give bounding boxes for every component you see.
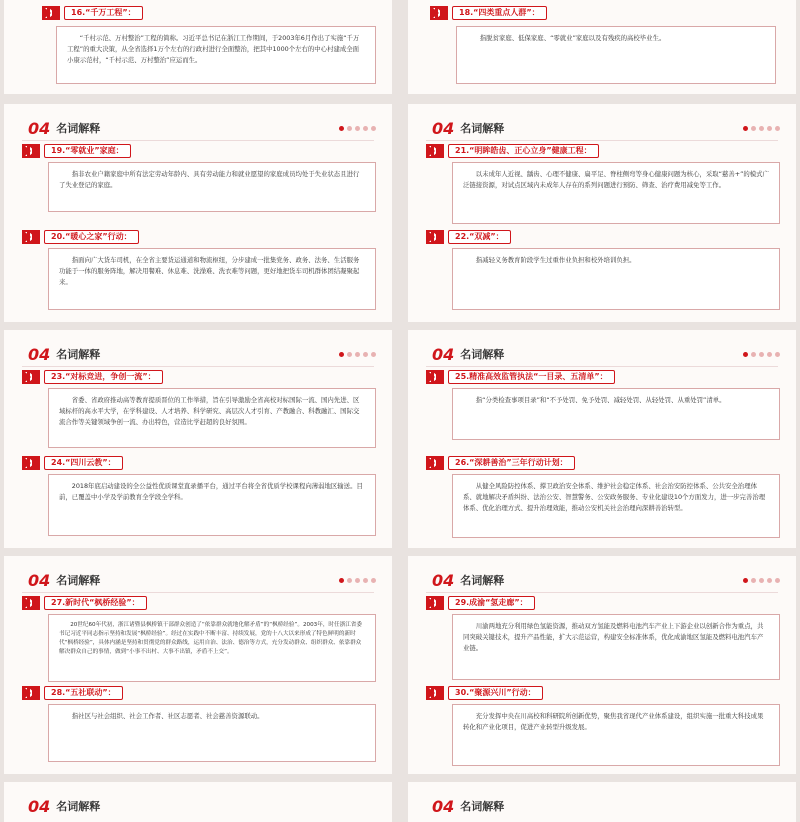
section-header <box>432 344 504 364</box>
term-box-29 <box>452 614 780 680</box>
term-body: 从健全风险防控体系、撑卫政治安全体系、维护社会稳定体系、社会治安防控体系、公共安全治理体系、就地解决矛盾纠纷、法治公安、智慧警务、公安政务服务、专业化建设10个方面发力，进一步完善治理体系、优化治理方式、提升治理效能，推动公安机关社会治理向深耕善治转型。 <box>463 482 766 512</box>
term-box-30 <box>452 704 780 766</box>
section-title: 名词解释 <box>460 800 505 813</box>
term-body: 指脱贫家庭、低保家庭、“零就业”家庭以及有残疾的高校毕业生。 <box>479 34 666 42</box>
pager-dots <box>743 578 780 583</box>
term-box-27 <box>48 614 376 682</box>
term-label: 23.“对标竞进，争创一流”： <box>44 370 163 384</box>
term-label: 18.“四类重点人群”： <box>452 6 547 20</box>
section-header <box>28 344 100 364</box>
term-tag-20 <box>22 230 139 244</box>
term-label: 29.成渝“氢走廊”： <box>448 596 535 610</box>
pager-dots <box>743 352 780 357</box>
term-tag-21 <box>426 144 599 158</box>
term-tag-24 <box>22 456 123 470</box>
slide-3-left <box>4 330 392 548</box>
section-title: 名词解释 <box>56 122 101 135</box>
section-header <box>28 796 100 816</box>
chevron-icon <box>426 230 444 244</box>
term-box-20 <box>48 248 376 310</box>
term-body: 2018年底启动建设的全公益性优质课堂直录播平台，通过平台将全省优质学校课程向薄弱地区输送。目前，已覆盖中小学及学前教育全学段全学科。 <box>59 482 363 501</box>
section-number: 04 <box>432 796 455 816</box>
term-label: 19.“零就业”家庭： <box>44 144 131 158</box>
term-tag-22 <box>426 230 511 244</box>
term-tag-18 <box>430 6 547 20</box>
term-box-26 <box>452 474 780 538</box>
term-box-19 <box>48 162 376 212</box>
term-box-23 <box>48 388 376 448</box>
term-box-18 <box>456 26 776 84</box>
term-label: 26.“深耕善治”三年行动计划： <box>448 456 575 470</box>
section-number: 04 <box>432 344 455 364</box>
chevron-icon <box>426 596 444 610</box>
term-tag-23 <box>22 370 163 384</box>
term-box-28 <box>48 704 376 762</box>
slide-top-left <box>4 0 392 94</box>
section-number: 04 <box>28 796 51 816</box>
term-tag-25 <box>426 370 615 384</box>
term-box-25 <box>452 388 780 440</box>
section-title: 名词解释 <box>460 574 505 587</box>
section-header <box>432 796 504 816</box>
term-box-22 <box>452 248 780 310</box>
section-number: 04 <box>28 118 51 138</box>
term-body: 指非农业户籍家庭中所有法定劳动年龄内、具有劳动能力和就业愿望的家庭成员均处于失业状态且进行了失业登记的家庭。 <box>59 170 360 189</box>
section-number: 04 <box>432 570 455 590</box>
term-tag-26 <box>426 456 575 470</box>
section-number: 04 <box>28 344 51 364</box>
slide-4-right <box>408 556 796 774</box>
term-label: 28.“五社联动”： <box>44 686 123 700</box>
section-header <box>28 118 100 138</box>
chevron-icon <box>426 370 444 384</box>
term-body: 以未成年人近视、龋齿、心理不健康、扁平足、脊柱侧弯等身心健康问题为核心，采取“慈善+”的模式广泛链接资源，对试点区域内未成年人存在的系列问题进行预防、筛查、治疗费用减免等工作。 <box>463 170 769 189</box>
chevron-icon <box>22 144 40 158</box>
term-tag-19 <box>22 144 131 158</box>
chevron-icon <box>426 686 444 700</box>
slide-3-right <box>408 330 796 548</box>
term-body: 20世纪60年代初，浙江诸暨县枫桥镇干部群众创造了“依靠群众就地化解矛盾”的“枫桥经验”。2003年，时任浙江省委书记习近平同志指示坚持和发展“枫桥经验”。经过在实践中不断丰富、持续发展，党的十八大以来形成了特色鲜明的新时代“枫桥经验”，具体内涵是坚持和贯彻党的群众路线，运用自治、法治、德治等方式，充分发动群众、组织群众、依靠群众解决群众自己的事情，做到“小事不出村、大事不出镇，矛盾不上交”。 <box>59 622 362 655</box>
chevron-icon <box>22 230 40 244</box>
chevron-icon <box>22 596 40 610</box>
term-body: 指“分类检查事项目录”和“不予处罚、免予处罚、减轻处罚、从轻处罚、从重处罚”清单。 <box>475 396 726 404</box>
section-header <box>432 118 504 138</box>
term-tag-28 <box>22 686 123 700</box>
pager-dots <box>339 352 376 357</box>
term-label: 24.“四川云教”： <box>44 456 123 470</box>
term-body: “千村示范、万村整治”工程的简称。习近平总书记在浙江工作期间，于2003年6月作出了实施“千万工程”的重大决策，从全省选择1万个左右的行政村进行全面整治，把其中1000个左右的中心村建成全面小康示范村，“千村示范、万村整治”应运而生。 <box>67 34 360 64</box>
term-label: 16.“千万工程”： <box>64 6 143 20</box>
chevron-icon <box>42 6 60 20</box>
term-body: 指减轻义务教育阶段学生过重作业负担和校外培训负担。 <box>475 256 636 264</box>
term-box-21 <box>452 162 780 224</box>
term-label: 25.精准高效监管执法“一目录、五清单”： <box>448 370 615 384</box>
section-title: 名词解释 <box>460 122 505 135</box>
slide-2-right <box>408 104 796 322</box>
term-body: 省委、省政府推动高等教育提质晋位的工作举措，旨在引导激励全省高校对标国际一流、国内先进、区域标杆的高水平大学，在学科建设、人才培养、科学研究、高层次人才引育、产教融合、科教融汇、国际交流合作等关键领域争创一流、办出特色，营造比学赶超的良好氛围。 <box>59 396 360 426</box>
slide-2-left <box>4 104 392 322</box>
chevron-icon <box>22 456 40 470</box>
section-title: 名词解释 <box>56 574 101 587</box>
slide-5-right <box>408 782 796 822</box>
pager-dots <box>339 126 376 131</box>
term-box-24 <box>48 474 376 536</box>
term-box-16 <box>56 26 376 84</box>
section-title: 名词解释 <box>460 348 505 361</box>
section-title: 名词解释 <box>56 348 101 361</box>
term-label: 20.“暖心之家”行动： <box>44 230 139 244</box>
term-tag-16 <box>42 6 143 20</box>
section-number: 04 <box>432 118 455 138</box>
term-body: 指面向广大货车司机，在全省主要货运通道和物流枢纽，分步建成一批集党务、政务、法务、生活服务功能于一体的服务阵地，解决用餐难、休息难、洗澡难、洗衣难等问题，更好地把货车司机群体团结凝聚起来。 <box>59 256 360 286</box>
slide-4-left <box>4 556 392 774</box>
section-number: 04 <box>28 570 51 590</box>
term-tag-29 <box>426 596 535 610</box>
section-header <box>432 570 504 590</box>
term-label: 22.“双减”： <box>448 230 511 244</box>
chevron-icon <box>22 370 40 384</box>
pager-dots <box>743 126 780 131</box>
term-body: 川渝两地充分利用绿色氢能资源，推动双方氢能及燃料电池汽车产业上下游企业以创新合作为重点，共同突破关键技术，提升产品性能，扩大示范运营，构建安全标准体系，优化成渝地区氢能及燃料电池汽车产业链。 <box>463 622 764 652</box>
section-header <box>28 570 100 590</box>
chevron-icon <box>426 456 444 470</box>
chevron-icon <box>430 6 448 20</box>
term-tag-30 <box>426 686 543 700</box>
chevron-icon <box>22 686 40 700</box>
pager-dots <box>339 578 376 583</box>
term-label: 21.“明眸皓齿、正心立身”健康工程： <box>448 144 599 158</box>
slide-top-right <box>408 0 796 94</box>
slide-5-left <box>4 782 392 822</box>
term-body: 指社区与社会组织、社会工作者、社区志愿者、社会慈善资源联动。 <box>71 712 264 720</box>
term-tag-27 <box>22 596 147 610</box>
term-label: 27.新时代“枫桥经验”： <box>44 596 147 610</box>
chevron-icon <box>426 144 444 158</box>
term-label: 30.“聚源兴川”行动： <box>448 686 543 700</box>
section-title: 名词解释 <box>56 800 101 813</box>
term-body: 充分发挥中央在川高校和科研院所创新优势，聚焦我省现代产业体系建设，组织实施一批重大科技成果转化和产业化项目，促进产业转型升级发展。 <box>463 712 764 731</box>
